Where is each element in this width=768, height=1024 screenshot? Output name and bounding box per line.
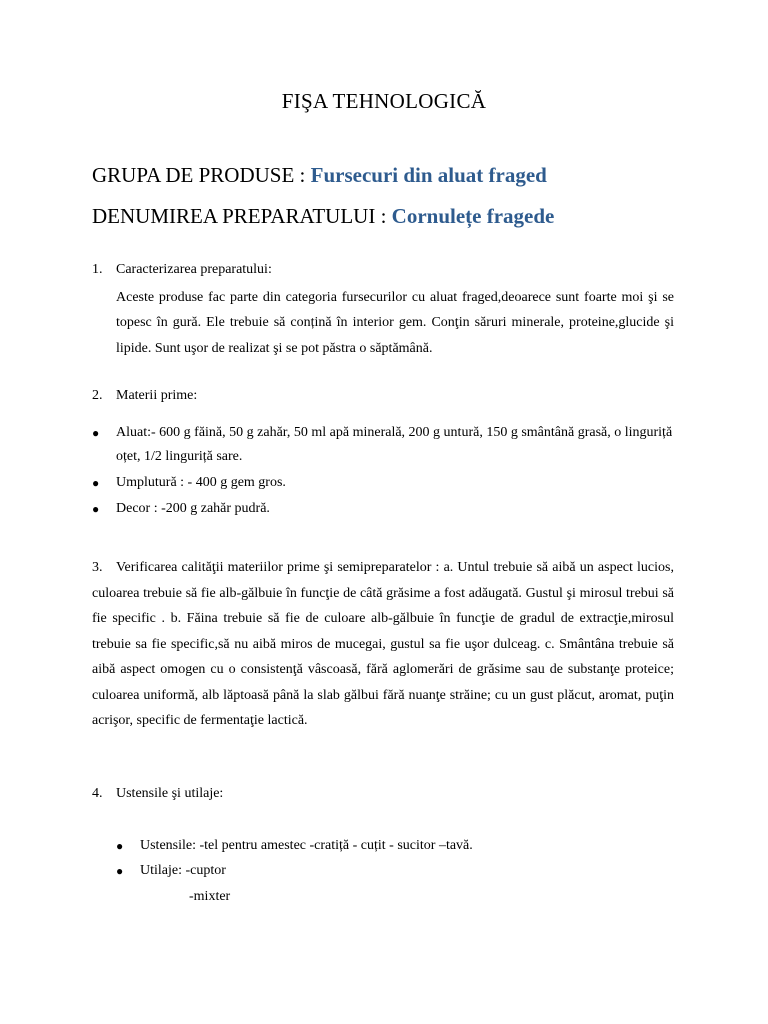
- ingredient-text: Umplutură : - 400 g gem gros.: [116, 475, 286, 490]
- product-group-line: [92, 163, 547, 188]
- section-2-heading: [92, 388, 197, 404]
- product-name-label: DENUMIREA PREPARATULUI :: [92, 204, 392, 228]
- section-3-paragraph: [92, 555, 674, 734]
- bullet-icon: ●: [92, 476, 100, 490]
- product-name-line: [92, 204, 554, 229]
- equipment-text: Utilaje: -cuptor: [140, 863, 226, 878]
- bullet-icon: ●: [92, 502, 100, 516]
- ingredient-text: Decor : -200 g zahăr pudră.: [116, 501, 270, 516]
- section-1-heading: [92, 262, 272, 278]
- equipment-item-utensils: [116, 834, 676, 858]
- section-4-label: Ustensile şi utilaje:: [116, 786, 224, 801]
- ingredient-item-dough: [92, 421, 674, 469]
- section-3-number: 3.: [92, 560, 103, 575]
- equipment-extra-mixer: -mixter: [189, 889, 231, 904]
- ingredient-text: Aluat:- 600 g făină, 50 g zahăr, 50 ml apă minerală, 200 g untură, 150 g smântână grasă, o linguriță oțet, 1/2 linguriță sare.: [116, 425, 673, 464]
- section-1-number: 1.: [92, 262, 103, 277]
- ingredient-item-filling: [92, 471, 674, 495]
- bullet-icon: ●: [116, 864, 124, 878]
- document-title: FIŞA TEHNOLOGICĂ: [281, 89, 487, 113]
- section-2-number: 2.: [92, 388, 103, 403]
- product-group-value: Fursecuri din aluat fraged: [310, 163, 547, 187]
- bullet-icon: ●: [92, 426, 100, 440]
- section-1-label: Caracterizarea preparatului:: [116, 262, 272, 277]
- section-4-number: 4.: [92, 786, 103, 801]
- equipment-text: Ustensile: -tel pentru amestec -cratiță - cuțit - sucitor –tavă.: [140, 838, 473, 853]
- product-name-value: Cornulețe fragede: [391, 204, 555, 228]
- section-3-text: Verificarea calităţii materiilor prime şi semipreparatelor : a. Untul trebuie să aibă un aspect lucios, culoarea trebuie să fie alb-gălbuie în funcţie de câtă grăsime a fost adăugată. Gustul şi mirosul trebui să fie specific . b. Făina trebuie să fie de culoare alb-gălbuie în funcţie de gradul de extracţie,mirosul trebuie sa fie specific,să nu aibă miros de mucegai, gustul sa fie uşor dulceag. c. Smântâna trebuie să aibă aspect omogen cu o consistenţă vâscoasă, fără aglomerări de grăsime sau de substanţe proteice; culoarea uniformă, alb lăptoasă până la slab gălbui fără nuanţe străine; cu un gust plăcut, aromat, puţin acrişor, specific de fermentaţie lactică.: [92, 560, 674, 728]
- section-1-paragraph: Aceste produse fac parte din categoria fursecurilor cu aluat fraged,deoarece sunt foarte moi şi se topesc în gură. Ele trebuie să conțină în interior gem. Conţin săruri minerale, proteine,glucide şi lipide. Sunt uşor de realizat şi se pot păstra o săptămână.: [116, 290, 674, 356]
- bullet-icon: ●: [116, 839, 124, 853]
- product-group-label: GRUPA DE PRODUSE :: [92, 163, 311, 187]
- ingredient-item-decor: [92, 497, 674, 521]
- section-2-label: Materii prime:: [116, 388, 198, 403]
- section-4-heading: [92, 786, 223, 802]
